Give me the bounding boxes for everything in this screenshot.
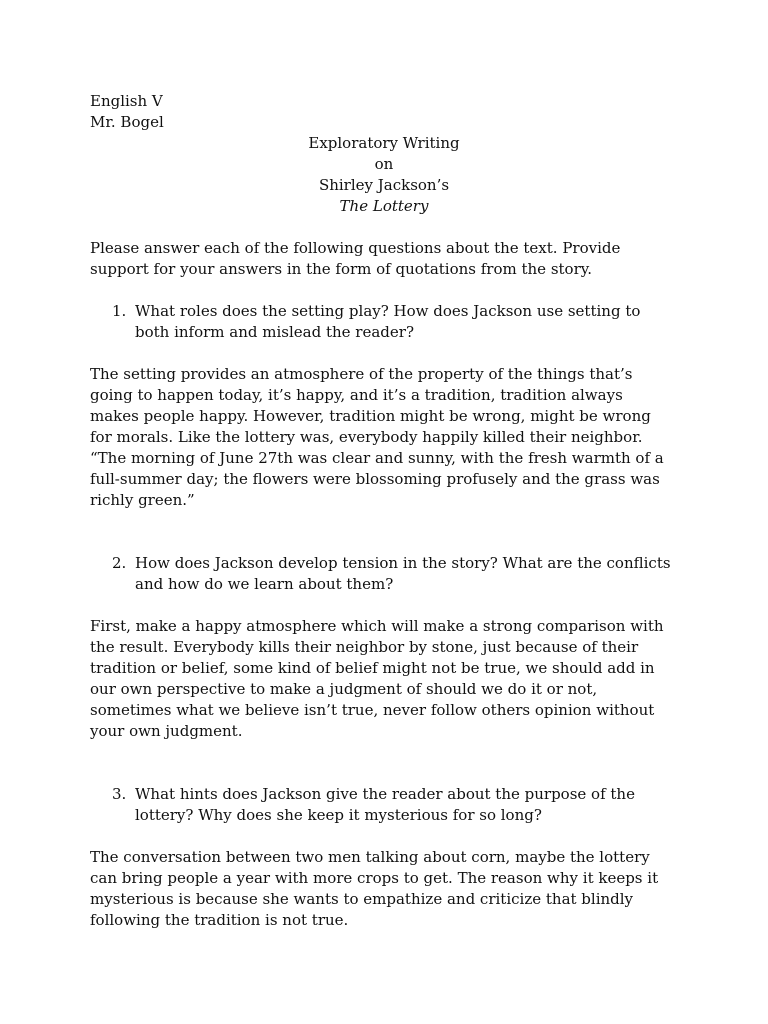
answer-line: richly green.” xyxy=(90,491,195,509)
header-block xyxy=(90,91,690,133)
question-text-line: both inform and mislead the reader? xyxy=(135,323,414,341)
teacher-name: Mr. Bogel xyxy=(90,113,164,131)
question-number: 2. xyxy=(112,554,127,572)
document-title xyxy=(90,133,678,217)
question-text-line: and how do we learn about them? xyxy=(135,575,394,593)
question-text-line: How does Jackson develop tension in the story? What are the conflicts xyxy=(135,554,671,572)
answer-line: can bring people a year with more crops to get. The reason why it keeps it xyxy=(90,869,659,887)
question-number: 1. xyxy=(112,302,127,320)
answer-line: sometimes what we believe isn’t true, never follow others opinion without xyxy=(90,701,655,719)
answer-line: First, make a happy atmosphere which will make a strong comparison with xyxy=(90,617,664,635)
answer-line: “The morning of June 27th was clear and sunny, with the fresh warmth of a xyxy=(90,449,664,467)
answer-2 xyxy=(90,616,690,742)
question-text-line: lottery? Why does she keep it mysterious for so long? xyxy=(135,806,542,824)
answer-line: The setting provides an atmosphere of the property of the things that’s xyxy=(90,365,633,383)
question-text-line: What roles does the setting play? How does Jackson use setting to xyxy=(135,302,641,320)
title-line-2: on xyxy=(374,155,394,173)
answer-line: our own perspective to make a judgment of should we do it or not, xyxy=(90,680,598,698)
question-3 xyxy=(90,784,690,826)
title-line-3: Shirley Jackson’s xyxy=(318,176,450,194)
question-text-line: What hints does Jackson give the reader about the purpose of the xyxy=(135,785,635,803)
answer-line: the result. Everybody kills their neighbor by stone, just because of their xyxy=(90,638,639,656)
title-line-4: The Lottery xyxy=(339,197,429,215)
answer-line: your own judgment. xyxy=(90,722,243,740)
instructions-line: Please answer each of the following questions about the text. Provide xyxy=(90,239,621,257)
answer-line: makes people happy. However, tradition might be wrong, might be wrong xyxy=(90,407,651,425)
instructions-paragraph xyxy=(90,238,690,280)
document-page xyxy=(90,91,690,931)
course-name: English V xyxy=(90,92,163,110)
answer-1 xyxy=(90,364,690,511)
question-2 xyxy=(90,553,690,595)
question-1 xyxy=(90,301,690,343)
question-number: 3. xyxy=(112,785,127,803)
answer-line: full-summer day; the flowers were blossoming profusely and the grass was xyxy=(90,470,660,488)
answer-line: for morals. Like the lottery was, everybody happily killed their neighbor. xyxy=(90,428,643,446)
title-line-1: Exploratory Writing xyxy=(308,134,460,152)
answer-line: tradition or belief, some kind of belief might not be true, we should add in xyxy=(90,659,655,677)
answer-line: following the tradition is not true. xyxy=(90,911,349,929)
answer-line: going to happen today, it’s happy, and it’s a tradition, tradition always xyxy=(90,386,623,404)
answer-line: mysterious is because she wants to empathize and criticize that blindly xyxy=(90,890,634,908)
answer-line: The conversation between two men talking about corn, maybe the lottery xyxy=(90,848,650,866)
answer-3 xyxy=(90,847,690,931)
instructions-line: support for your answers in the form of quotations from the story. xyxy=(90,260,592,278)
